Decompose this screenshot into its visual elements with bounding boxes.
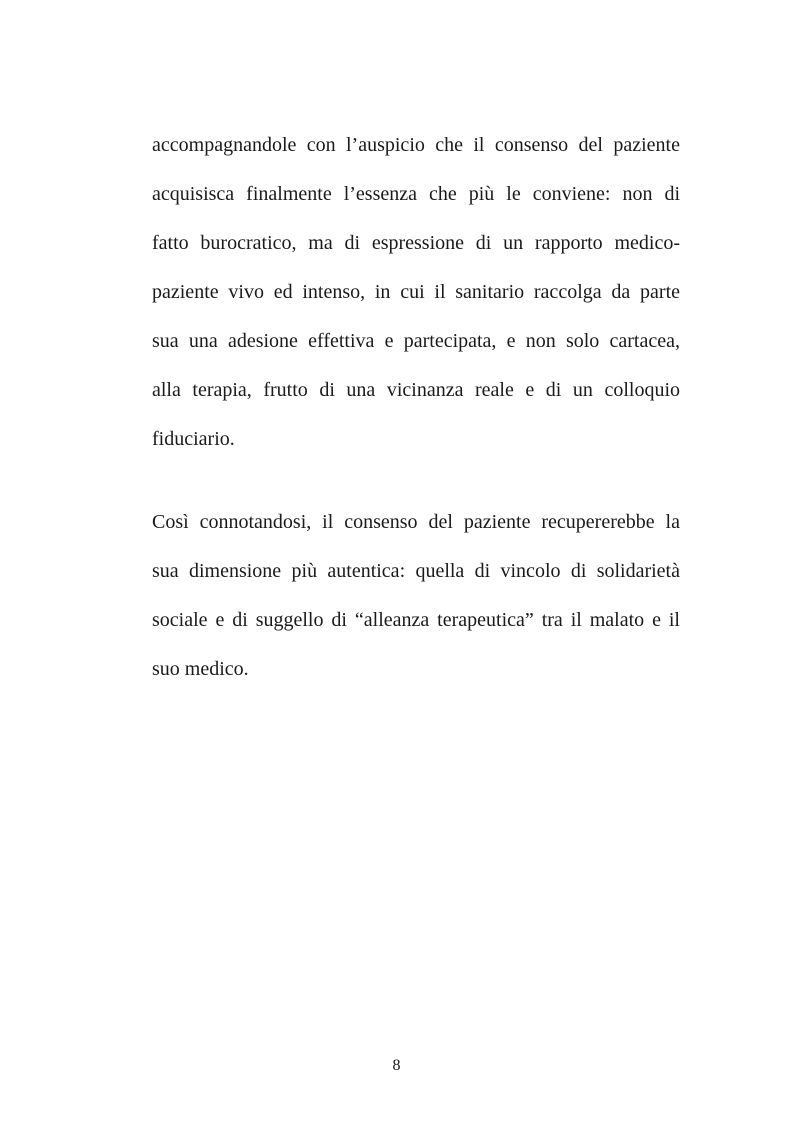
paragraph-line: sua dimensione più autentica: quella di vincolo di solidarietà — [152, 560, 680, 582]
paragraph-line: accompagnandole con l’auspicio che il consenso del paziente — [152, 134, 680, 156]
paragraph-line: fiduciario. — [152, 428, 235, 450]
page-number: 8 — [392, 1057, 401, 1074]
paragraph-line: Così connotandosi, il consenso del paziente recupererebbe la — [152, 511, 680, 533]
paragraph-line: alla terapia, frutto di una vicinanza reale e di un colloquio — [152, 379, 680, 401]
paragraph-line: fatto burocratico, ma di espressione di un rapporto medico- — [152, 232, 680, 254]
paragraph-line: paziente vivo ed intenso, in cui il sanitario raccolga da parte — [152, 281, 680, 303]
paragraph-line: sua una adesione effettiva e partecipata, e non solo cartacea, — [152, 330, 680, 352]
paragraph-line: acquisisca finalmente l’essenza che più le conviene: non di — [152, 183, 680, 205]
paragraph-line: suo medico. — [152, 658, 249, 680]
paragraph-line: sociale e di suggello di “alleanza terapeutica” tra il malato e il — [152, 609, 680, 631]
